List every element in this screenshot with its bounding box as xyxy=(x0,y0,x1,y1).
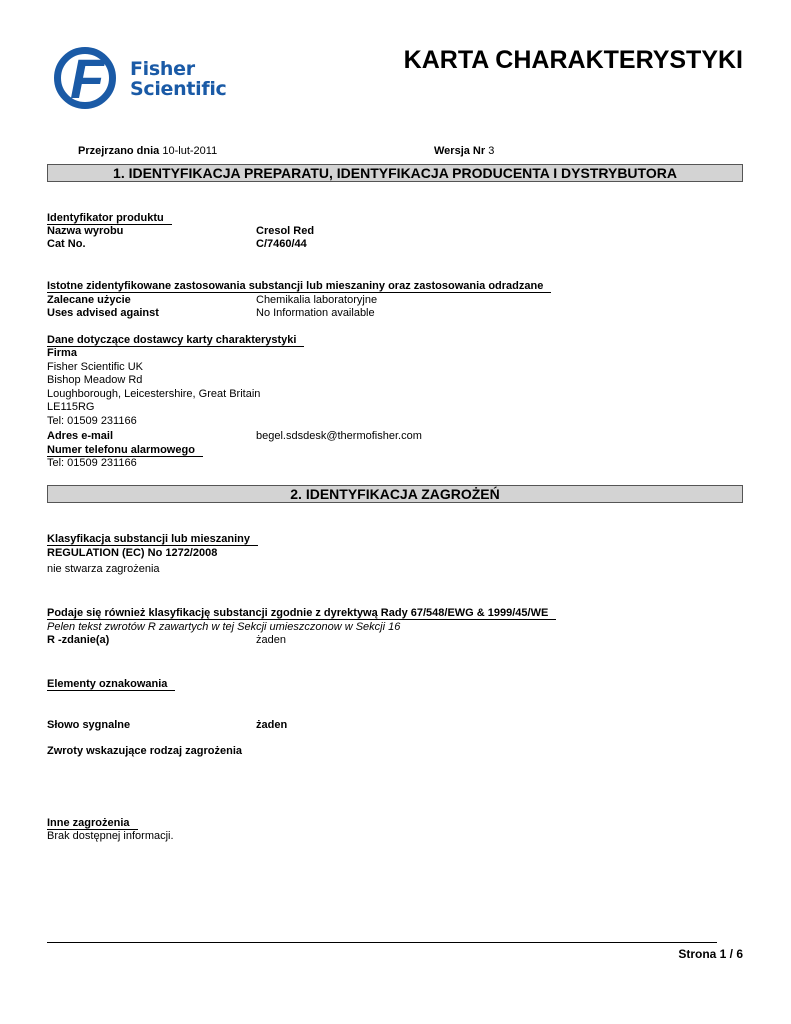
product-name-label: Nazwa wyrobu xyxy=(47,225,124,237)
address-line: LE115RG xyxy=(47,401,95,413)
version xyxy=(434,145,494,157)
address-line: Tel: 01509 231166 xyxy=(47,415,137,427)
signal-word-label: Słowo sygnalne xyxy=(47,719,131,731)
other-hazards-heading: Inne zagrożenia xyxy=(47,817,138,830)
logo-line-1: Fisher xyxy=(130,58,195,80)
version-label: Wersja Nr xyxy=(434,145,486,157)
revised-value: 10-lut-2011 xyxy=(162,145,218,157)
revised-date xyxy=(78,145,217,157)
logo-letter: F xyxy=(70,47,105,110)
other-hazards-value: Brak dostępnej informacji. xyxy=(47,830,174,842)
signal-word-value: żaden xyxy=(256,719,288,731)
cat-no-label: Cat No. xyxy=(47,238,86,250)
revised-label: Przejrzano dnia xyxy=(78,145,160,157)
hazard-statements-label: Zwroty wskazujące rodzaj zagrożenia xyxy=(47,745,243,757)
recommended-use-value: Chemikalia laboratoryjne xyxy=(256,294,378,306)
label-elements-heading: Elementy oznakowania xyxy=(47,678,175,691)
r-phrases-label: R -zdanie(a) xyxy=(47,634,110,646)
product-id-heading: Identyfikator produktu xyxy=(47,212,172,225)
supplier-heading: Dane dotyczące dostawcy karty charakterystyki xyxy=(47,334,304,347)
footer-divider xyxy=(47,942,717,943)
emergency-phone-heading: Numer telefonu alarmowego xyxy=(47,444,203,457)
address-line: Fisher Scientific UK xyxy=(47,361,143,373)
r-phrases-value: żaden xyxy=(256,634,286,646)
recommended-use-label: Zalecane użycie xyxy=(47,294,131,306)
version-value: 3 xyxy=(488,145,495,157)
page-number: Strona 1 / 6 xyxy=(678,947,743,961)
logo-wordmark xyxy=(130,59,227,99)
uses-advised-against-value: No Information available xyxy=(256,307,375,319)
classification-heading: Klasyfikacja substancji lub mieszaniny xyxy=(47,533,258,546)
cat-no-value: C/7460/44 xyxy=(256,238,307,250)
regulation-value: nie stwarza zagrożenia xyxy=(47,563,160,575)
emergency-phone-value: Tel: 01509 231166 xyxy=(47,457,137,469)
regulation-label: REGULATION (EC) No 1272/2008 xyxy=(47,547,218,559)
address-line: Loughborough, Leicestershire, Great Britain xyxy=(47,388,261,400)
fisher-scientific-logo xyxy=(52,45,250,123)
email-value: begel.sdsdesk@thermofisher.com xyxy=(256,430,422,442)
directive-note: Pelen tekst zwrotów R zawartych w tej Sekcji umieszczonow w Sekcji 16 xyxy=(47,621,401,633)
section-1-heading: 1. IDENTYFIKACJA PREPARATU, IDENTYFIKACJA PRODUCENTA I DYSTRYBUTORA xyxy=(47,164,743,182)
product-name-value: Cresol Red xyxy=(256,225,315,237)
address-line: Bishop Meadow Rd xyxy=(47,374,143,386)
uses-advised-against-label: Uses advised against xyxy=(47,307,159,319)
email-label: Adres e-mail xyxy=(47,430,114,442)
directive-heading: Podaje się również klasyfikację substancji zgodnie z dyrektywą Rady 67/548/EWG & 1999/45/WE xyxy=(47,607,556,620)
uses-heading: Istotne zidentyfikowane zastosowania substancji lub mieszaniny oraz zastosowania odradzane xyxy=(47,280,551,293)
logo-line-2: Scientific xyxy=(130,78,227,100)
company-label: Firma xyxy=(47,347,77,359)
section-2-heading: 2. IDENTYFIKACJA ZAGROŻEŃ xyxy=(47,485,743,503)
document-title: KARTA CHARAKTERYSTYKI xyxy=(403,46,743,74)
